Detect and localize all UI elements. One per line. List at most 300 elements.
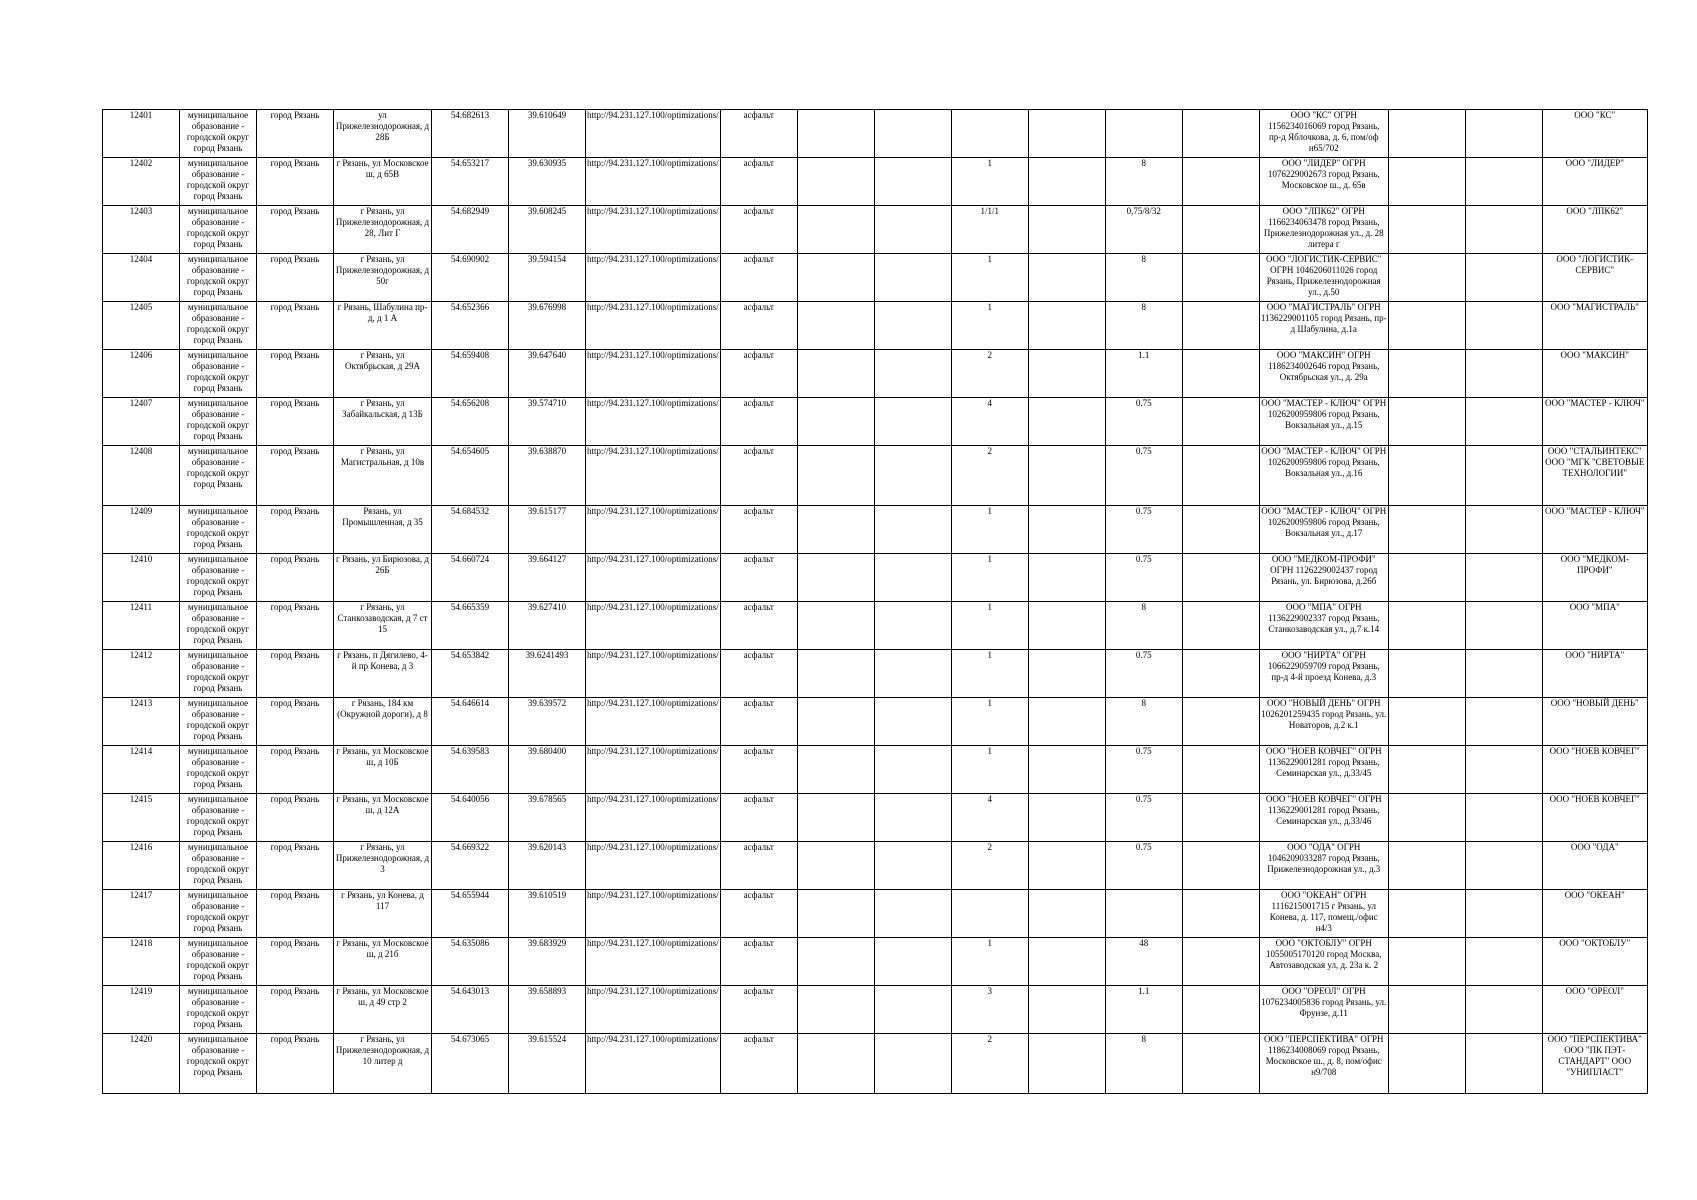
volume-cell: 0.75 — [1105, 650, 1182, 698]
empty-cell — [1028, 986, 1105, 1034]
latitude-cell: 54.652366 — [432, 302, 509, 350]
surface-cell: асфальт — [720, 110, 797, 158]
longitude-cell: 39.639572 — [509, 698, 586, 746]
empty-cell — [797, 1034, 874, 1094]
empty-cell — [874, 206, 951, 254]
volume-cell: 0.75 — [1105, 398, 1182, 446]
surface-cell: асфальт — [720, 206, 797, 254]
empty-cell — [797, 506, 874, 554]
empty-cell — [1182, 746, 1259, 794]
empty-cell — [1388, 254, 1465, 302]
table-row — [103, 746, 1648, 794]
empty-cell — [1028, 398, 1105, 446]
address-cell: г Рязань, ул Прижелезнодорожная, д 10 литер д — [334, 1034, 432, 1094]
owner-cell: ООО "НОВЫЙ ДЕНЬ" ОГРН 1026201259435 город Рязань, ул. Новаторов, д.2 к.1 — [1259, 698, 1388, 746]
city-cell: город Рязань — [257, 842, 334, 890]
empty-cell — [874, 602, 951, 650]
row-id: 12418 — [103, 938, 180, 986]
count-cell: 2 — [951, 842, 1028, 890]
empty-cell — [1028, 698, 1105, 746]
address-cell: г Рязань, ул Октябрьская, д 29А — [334, 350, 432, 398]
city-cell: город Рязань — [257, 554, 334, 602]
empty-cell — [1182, 842, 1259, 890]
count-cell: 1 — [951, 602, 1028, 650]
empty-cell — [1028, 602, 1105, 650]
empty-cell — [1028, 506, 1105, 554]
municipality-cell: муниципальное образование - городской округ город Рязань — [180, 842, 257, 890]
empty-cell — [1182, 506, 1259, 554]
table-row — [103, 794, 1648, 842]
city-cell: город Рязань — [257, 110, 334, 158]
owner-cell: ООО "НОЕВ КОВЧЕГ" ОГРН 1136229001281 город Рязань, Семинарская ул., д.33/45 — [1259, 746, 1388, 794]
link-cell: http://94.231.127.100/optimizations/ — [586, 506, 721, 554]
row-id: 12420 — [103, 1034, 180, 1094]
city-cell: город Рязань — [257, 602, 334, 650]
latitude-cell: 54.673065 — [432, 1034, 509, 1094]
empty-cell — [1388, 506, 1465, 554]
empty-cell — [1465, 698, 1542, 746]
table-row — [103, 986, 1648, 1034]
count-cell: 2 — [951, 350, 1028, 398]
empty-cell — [874, 554, 951, 602]
owner-cell: ООО "КС" ОГРН 1156234016069 город Рязань, пр-д Яблочкова, д. 6, пом/оф н65/702 — [1259, 110, 1388, 158]
count-cell: 1 — [951, 254, 1028, 302]
empty-cell — [1028, 746, 1105, 794]
empty-cell — [1182, 398, 1259, 446]
source-cell: ООО "ОДА" — [1542, 842, 1647, 890]
count-cell: 4 — [951, 794, 1028, 842]
empty-cell — [1028, 110, 1105, 158]
empty-cell — [1182, 302, 1259, 350]
empty-cell — [874, 746, 951, 794]
source-cell: ООО "ОРЕОЛ" — [1542, 986, 1647, 1034]
city-cell: город Рязань — [257, 206, 334, 254]
source-cell: ООО "НОВЫЙ ДЕНЬ" — [1542, 698, 1647, 746]
volume-cell: 0.75 — [1105, 506, 1182, 554]
source-cell: ООО "НОЕВ КОВЧЕГ" — [1542, 794, 1647, 842]
address-cell: г Рязань, ул Московское ш, д 65В — [334, 158, 432, 206]
source-cell: ООО "МЕДКОМ-ПРОФИ" — [1542, 554, 1647, 602]
row-id: 12402 — [103, 158, 180, 206]
longitude-cell: 39.680400 — [509, 746, 586, 794]
table-row — [103, 1034, 1648, 1094]
link-cell: http://94.231.127.100/optimizations/ — [586, 794, 721, 842]
table-row — [103, 254, 1648, 302]
owner-cell: ООО "МАСТЕР - КЛЮЧ" ОГРН 1026200959806 город Рязань, Вокзальная ул., д.16 — [1259, 446, 1388, 506]
municipality-cell: муниципальное образование - городской округ город Рязань — [180, 446, 257, 506]
empty-cell — [874, 890, 951, 938]
empty-cell — [1028, 554, 1105, 602]
table-row — [103, 602, 1648, 650]
city-cell: город Рязань — [257, 446, 334, 506]
count-cell: 4 — [951, 398, 1028, 446]
count-cell — [951, 110, 1028, 158]
surface-cell: асфальт — [720, 254, 797, 302]
source-cell: ООО "НОЕВ КОВЧЕГ" — [1542, 746, 1647, 794]
link-cell: http://94.231.127.100/optimizations/ — [586, 602, 721, 650]
link-cell: http://94.231.127.100/optimizations/ — [586, 554, 721, 602]
count-cell — [951, 890, 1028, 938]
empty-cell — [1465, 110, 1542, 158]
owner-cell: ООО "НОЕВ КОВЧЕГ" ОГРН 1136229001281 город Рязань, Семинарская ул., д.33/46 — [1259, 794, 1388, 842]
surface-cell: асфальт — [720, 158, 797, 206]
table-row — [103, 158, 1648, 206]
municipality-cell: муниципальное образование - городской округ город Рязань — [180, 698, 257, 746]
row-id: 12408 — [103, 446, 180, 506]
empty-cell — [1182, 698, 1259, 746]
owner-cell: ООО "МЕДКОМ-ПРОФИ" ОГРН 1126229002437 город Рязань, ул. Бирюзова, д.26б — [1259, 554, 1388, 602]
city-cell: город Рязань — [257, 986, 334, 1034]
empty-cell — [1028, 890, 1105, 938]
link-cell: http://94.231.127.100/optimizations/ — [586, 746, 721, 794]
count-cell: 1 — [951, 158, 1028, 206]
address-cell: г Рязань, Шабулина пр-д, д 1 А — [334, 302, 432, 350]
empty-cell — [1388, 158, 1465, 206]
empty-cell — [1465, 746, 1542, 794]
longitude-cell: 39.676998 — [509, 302, 586, 350]
empty-cell — [1388, 110, 1465, 158]
latitude-cell: 54.690902 — [432, 254, 509, 302]
source-cell: ООО "ЛОГИСТИК-СЕРВИС" — [1542, 254, 1647, 302]
empty-cell — [1465, 602, 1542, 650]
longitude-cell: 39.647640 — [509, 350, 586, 398]
owner-cell: ООО "ЛПК62" ОГРН 1166234063478 город Рязань, Прижелезнодорожная ул., д. 28 литера г — [1259, 206, 1388, 254]
volume-cell: 8 — [1105, 302, 1182, 350]
municipality-cell: муниципальное образование - городской округ город Рязань — [180, 1034, 257, 1094]
row-id: 12405 — [103, 302, 180, 350]
volume-cell: 0,75/8/32 — [1105, 206, 1182, 254]
owner-cell: ООО "МПА" ОГРН 1136229002337 город Рязань, Станкозаводская ул., д.7 к.14 — [1259, 602, 1388, 650]
empty-cell — [797, 890, 874, 938]
table-row — [103, 650, 1648, 698]
empty-cell — [1182, 602, 1259, 650]
table-row — [103, 350, 1648, 398]
empty-cell — [1182, 890, 1259, 938]
address-cell: г Рязань, ул Конева, д 117 — [334, 890, 432, 938]
empty-cell — [874, 398, 951, 446]
longitude-cell: 39.610649 — [509, 110, 586, 158]
empty-cell — [1388, 398, 1465, 446]
empty-cell — [1465, 158, 1542, 206]
source-cell: ООО "ЛПК62" — [1542, 206, 1647, 254]
empty-cell — [1028, 1034, 1105, 1094]
city-cell: город Рязань — [257, 302, 334, 350]
empty-cell — [874, 986, 951, 1034]
volume-cell — [1105, 110, 1182, 158]
address-cell: г Рязань, 184 км (Окружной дороги), д 8 — [334, 698, 432, 746]
address-cell: г Рязань, ул Магистральная, д 10в — [334, 446, 432, 506]
count-cell: 1 — [951, 506, 1028, 554]
city-cell: город Рязань — [257, 890, 334, 938]
count-cell: 1 — [951, 302, 1028, 350]
latitude-cell: 54.682613 — [432, 110, 509, 158]
surface-cell: асфальт — [720, 938, 797, 986]
longitude-cell: 39.638870 — [509, 446, 586, 506]
empty-cell — [797, 698, 874, 746]
empty-cell — [1182, 554, 1259, 602]
surface-cell: асфальт — [720, 986, 797, 1034]
owner-cell: ООО "МАКСИН" ОГРН 1186234002646 город Рязань, Октябрьская ул., д. 29а — [1259, 350, 1388, 398]
address-cell: г Рязань, ул Забайкальская, д 13Б — [334, 398, 432, 446]
latitude-cell: 54.682949 — [432, 206, 509, 254]
empty-cell — [797, 602, 874, 650]
empty-cell — [1028, 794, 1105, 842]
source-cell: ООО "КС" — [1542, 110, 1647, 158]
empty-cell — [797, 398, 874, 446]
volume-cell: 0.75 — [1105, 554, 1182, 602]
link-cell: http://94.231.127.100/optimizations/ — [586, 206, 721, 254]
source-cell: ООО "МАГИСТРАЛЬ" — [1542, 302, 1647, 350]
address-cell: ул Прижелезнодорожная, д 28Б — [334, 110, 432, 158]
source-cell: ООО "МАКСИН" — [1542, 350, 1647, 398]
empty-cell — [1182, 158, 1259, 206]
city-cell: город Рязань — [257, 698, 334, 746]
table-row — [103, 506, 1648, 554]
source-cell: ООО "ОКТОБЛУ" — [1542, 938, 1647, 986]
city-cell: город Рязань — [257, 938, 334, 986]
municipality-cell: муниципальное образование - городской округ город Рязань — [180, 794, 257, 842]
count-cell: 1 — [951, 650, 1028, 698]
surface-cell: асфальт — [720, 446, 797, 506]
link-cell: http://94.231.127.100/optimizations/ — [586, 254, 721, 302]
empty-cell — [874, 794, 951, 842]
volume-cell: 0.75 — [1105, 446, 1182, 506]
row-id: 12404 — [103, 254, 180, 302]
longitude-cell: 39.683929 — [509, 938, 586, 986]
empty-cell — [1388, 650, 1465, 698]
row-id: 12403 — [103, 206, 180, 254]
address-cell: г Рязань, ул Станкозаводская, д 7 ст 15 — [334, 602, 432, 650]
link-cell: http://94.231.127.100/optimizations/ — [586, 842, 721, 890]
volume-cell: 8 — [1105, 602, 1182, 650]
source-cell: ООО "НИРТА" — [1542, 650, 1647, 698]
surface-cell: асфальт — [720, 842, 797, 890]
latitude-cell: 54.653842 — [432, 650, 509, 698]
empty-cell — [1388, 746, 1465, 794]
owner-cell: ООО "ОРЕОЛ" ОГРН 1076234005836 город Рязань, ул. Фрунзе, д.11 — [1259, 986, 1388, 1034]
link-cell: http://94.231.127.100/optimizations/ — [586, 398, 721, 446]
surface-cell: асфальт — [720, 650, 797, 698]
longitude-cell: 39.627410 — [509, 602, 586, 650]
latitude-cell: 54.660724 — [432, 554, 509, 602]
source-cell: ООО "ЛИДЕР" — [1542, 158, 1647, 206]
empty-cell — [797, 350, 874, 398]
empty-cell — [797, 938, 874, 986]
empty-cell — [1388, 698, 1465, 746]
empty-cell — [1182, 1034, 1259, 1094]
row-id: 12409 — [103, 506, 180, 554]
volume-cell: 8 — [1105, 698, 1182, 746]
surface-cell: асфальт — [720, 746, 797, 794]
link-cell: http://94.231.127.100/optimizations/ — [586, 446, 721, 506]
longitude-cell: 39.6241493 — [509, 650, 586, 698]
longitude-cell: 39.610519 — [509, 890, 586, 938]
city-cell: город Рязань — [257, 1034, 334, 1094]
empty-cell — [1465, 302, 1542, 350]
empty-cell — [1028, 350, 1105, 398]
source-cell: ООО "ПЕРСПЕКТИВА" ООО "ПК ПЭТ-СТАНДАРТ" ООО "УНИПЛАСТ" — [1542, 1034, 1647, 1094]
empty-cell — [1465, 206, 1542, 254]
empty-cell — [797, 206, 874, 254]
empty-cell — [1388, 602, 1465, 650]
empty-cell — [797, 302, 874, 350]
empty-cell — [874, 698, 951, 746]
empty-cell — [1182, 794, 1259, 842]
registry-table — [102, 109, 1648, 1094]
owner-cell: ООО "ЛИДЕР" ОГРН 1076229002673 город Рязань, Московское ш., д. 65в — [1259, 158, 1388, 206]
owner-cell: ООО "ОДА" ОГРН 1046209033287 город Рязань, Прижелезнодорожная ул., д.3 — [1259, 842, 1388, 890]
empty-cell — [797, 110, 874, 158]
empty-cell — [1028, 158, 1105, 206]
empty-cell — [1465, 890, 1542, 938]
empty-cell — [1388, 938, 1465, 986]
address-cell: г Рязань, ул Прижелезнодорожная, д 3 — [334, 842, 432, 890]
empty-cell — [1465, 794, 1542, 842]
empty-cell — [1465, 254, 1542, 302]
surface-cell: асфальт — [720, 350, 797, 398]
empty-cell — [1465, 446, 1542, 506]
municipality-cell: муниципальное образование - городской округ город Рязань — [180, 506, 257, 554]
owner-cell: ООО "МАСТЕР - КЛЮЧ" ОГРН 1026200959806 город Рязань, Вокзальная ул., д.17 — [1259, 506, 1388, 554]
empty-cell — [797, 986, 874, 1034]
empty-cell — [797, 842, 874, 890]
municipality-cell: муниципальное образование - городской округ город Рязань — [180, 398, 257, 446]
longitude-cell: 39.630935 — [509, 158, 586, 206]
empty-cell — [1182, 446, 1259, 506]
volume-cell: 0.75 — [1105, 794, 1182, 842]
empty-cell — [1028, 302, 1105, 350]
empty-cell — [1028, 446, 1105, 506]
latitude-cell: 54.659408 — [432, 350, 509, 398]
table-row — [103, 698, 1648, 746]
count-cell: 1/1/1 — [951, 206, 1028, 254]
surface-cell: асфальт — [720, 554, 797, 602]
row-id: 12401 — [103, 110, 180, 158]
latitude-cell: 54.639583 — [432, 746, 509, 794]
owner-cell: ООО "ПЕРСПЕКТИВА" ОГРН 1186234008069 город Рязань, Московское ш., д. 8, пом/офис н9/708 — [1259, 1034, 1388, 1094]
source-cell: ООО "СТАЛЬИНТЕКС" ООО "МГК "СВЕТОВЫЕ ТЕХНОЛОГИИ" — [1542, 446, 1647, 506]
volume-cell: 48 — [1105, 938, 1182, 986]
municipality-cell: муниципальное образование - городской округ город Рязань — [180, 746, 257, 794]
empty-cell — [1182, 938, 1259, 986]
volume-cell: 1.1 — [1105, 350, 1182, 398]
municipality-cell: муниципальное образование - городской округ город Рязань — [180, 350, 257, 398]
empty-cell — [1182, 650, 1259, 698]
empty-cell — [1388, 554, 1465, 602]
empty-cell — [797, 554, 874, 602]
latitude-cell: 54.643013 — [432, 986, 509, 1034]
longitude-cell: 39.620143 — [509, 842, 586, 890]
source-cell: ООО "ОКЕАН" — [1542, 890, 1647, 938]
latitude-cell: 54.646614 — [432, 698, 509, 746]
volume-cell: 8 — [1105, 254, 1182, 302]
address-cell: г Рязань, ул Прижелезнодорожная, д 50г — [334, 254, 432, 302]
municipality-cell: муниципальное образование - городской округ город Рязань — [180, 602, 257, 650]
empty-cell — [874, 650, 951, 698]
empty-cell — [1388, 890, 1465, 938]
empty-cell — [1028, 842, 1105, 890]
count-cell: 3 — [951, 986, 1028, 1034]
empty-cell — [1182, 254, 1259, 302]
link-cell: http://94.231.127.100/optimizations/ — [586, 890, 721, 938]
surface-cell: асфальт — [720, 1034, 797, 1094]
table-row — [103, 446, 1648, 506]
surface-cell: асфальт — [720, 398, 797, 446]
empty-cell — [874, 302, 951, 350]
empty-cell — [874, 1034, 951, 1094]
link-cell: http://94.231.127.100/optimizations/ — [586, 110, 721, 158]
empty-cell — [1465, 650, 1542, 698]
count-cell: 1 — [951, 698, 1028, 746]
table-row — [103, 302, 1648, 350]
volume-cell: 1.1 — [1105, 986, 1182, 1034]
municipality-cell: муниципальное образование - городской округ город Рязань — [180, 302, 257, 350]
empty-cell — [797, 794, 874, 842]
row-id: 12412 — [103, 650, 180, 698]
empty-cell — [1388, 350, 1465, 398]
empty-cell — [1465, 398, 1542, 446]
longitude-cell: 39.574710 — [509, 398, 586, 446]
surface-cell: асфальт — [720, 890, 797, 938]
longitude-cell: 39.594154 — [509, 254, 586, 302]
volume-cell: 0.75 — [1105, 746, 1182, 794]
count-cell: 1 — [951, 554, 1028, 602]
empty-cell — [1388, 794, 1465, 842]
empty-cell — [797, 254, 874, 302]
empty-cell — [874, 158, 951, 206]
municipality-cell: муниципальное образование - городской округ город Рязань — [180, 890, 257, 938]
empty-cell — [874, 842, 951, 890]
surface-cell: асфальт — [720, 506, 797, 554]
table-body — [103, 110, 1648, 1094]
empty-cell — [1388, 842, 1465, 890]
volume-cell — [1105, 890, 1182, 938]
city-cell: город Рязань — [257, 158, 334, 206]
empty-cell — [874, 110, 951, 158]
row-id: 12411 — [103, 602, 180, 650]
city-cell: город Рязань — [257, 794, 334, 842]
empty-cell — [1465, 350, 1542, 398]
latitude-cell: 54.655944 — [432, 890, 509, 938]
longitude-cell: 39.608245 — [509, 206, 586, 254]
city-cell: город Рязань — [257, 350, 334, 398]
table-row — [103, 554, 1648, 602]
empty-cell — [1465, 554, 1542, 602]
city-cell: город Рязань — [257, 398, 334, 446]
municipality-cell: муниципальное образование - городской округ город Рязань — [180, 254, 257, 302]
row-id: 12406 — [103, 350, 180, 398]
row-id: 12410 — [103, 554, 180, 602]
municipality-cell: муниципальное образование - городской округ город Рязань — [180, 206, 257, 254]
empty-cell — [1388, 986, 1465, 1034]
link-cell: http://94.231.127.100/optimizations/ — [586, 158, 721, 206]
table-row — [103, 206, 1648, 254]
link-cell: http://94.231.127.100/optimizations/ — [586, 350, 721, 398]
empty-cell — [1182, 986, 1259, 1034]
longitude-cell: 39.658893 — [509, 986, 586, 1034]
latitude-cell: 54.653217 — [432, 158, 509, 206]
empty-cell — [1465, 1034, 1542, 1094]
city-cell: город Рязань — [257, 254, 334, 302]
empty-cell — [1388, 1034, 1465, 1094]
empty-cell — [1465, 842, 1542, 890]
latitude-cell: 54.684532 — [432, 506, 509, 554]
table-row — [103, 938, 1648, 986]
link-cell: http://94.231.127.100/optimizations/ — [586, 986, 721, 1034]
source-cell: ООО "МАСТЕР - КЛЮЧ" — [1542, 398, 1647, 446]
empty-cell — [1182, 206, 1259, 254]
address-cell: г Рязань, п Дягилево, 4-й пр Конева, д 3 — [334, 650, 432, 698]
